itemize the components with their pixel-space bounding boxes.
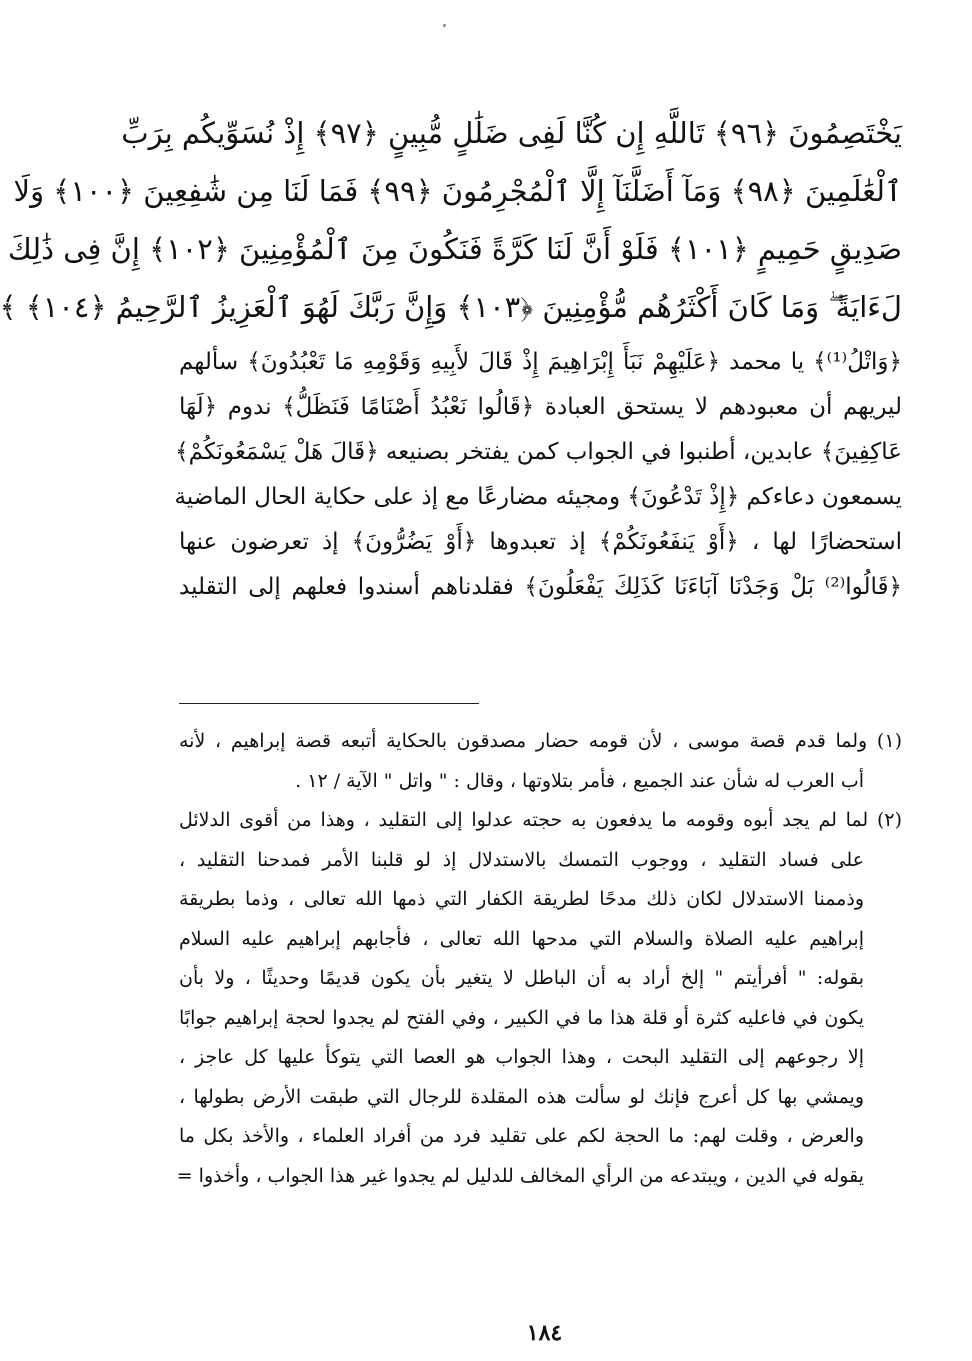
footnote-line: إلا رجوعهم إلى التقليد البحت ، وهذا الجواب هو العصا التي يتوكأ عليها كل عاجز ، (179, 1046, 864, 1068)
footnote-1 (179, 722, 902, 801)
page-number: ١٨٤ (526, 1320, 563, 1346)
footnote-divider (179, 703, 479, 704)
quran-verses (0, 104, 902, 336)
verse-line: صَدِيقٍ حَمِيمٍ ﴿١٠١﴾ فَلَوْ أَنَّ لَنَا كَرَّةً فَنَكُونَ مِنَ ٱلْمُؤْمِنِينَ ﴿١٠٢﴾ إِنَّ فِى ذَٰلِكَ (7, 232, 902, 266)
footnote-line: على فساد التقليد ، ووجوب التمسك بالاستدلال إذ لو قلبنا الأمر فمدحنا التقليد ، (179, 848, 864, 871)
tafsir-line: ﴿وَاتْلُ⁽¹⁾﴾ يا محمد ﴿عَلَيْهِمْ نَبَأَ إِبْرَاهِيمَ إِذْ قَالَ لأَبِيهِ وَقَوْمِهِ مَا تَعْبُدُونَ﴾ سألهم (179, 349, 902, 375)
tafsir-line: يسمعون دعاءكم ﴿إِذْ تَدْعُونَ﴾ ومجيئه مضارعًا مع إذ على حكاية الحال الماضية (174, 484, 902, 510)
footnote-line: (١) ولما قدم قصة موسى ، لأن قومه حضار مصدقون بالحكاية أتبعه قصة إبراهيم ، لأنه (179, 730, 902, 752)
scan-speck (443, 24, 446, 27)
footnote-line: يقوله في الدين ، ويبتدعه من الرأي المخالف للدليل لم يجدوا غير هذا الجواب ، وأخذوا = (176, 1164, 864, 1187)
footnotes (176, 722, 902, 1196)
footnote-line: بقوله: " أفرأيتم " إلخ أراد به أن الباطل لا يتغير بأن يكون قديمًا وحديثًا ، ولا بأن (179, 967, 864, 989)
footnote-2 (176, 801, 902, 1196)
footnote-line: (٢) لما لم يجد أبوه وقومه ما يدفعون به حجته عدلوا إلى التقليد ، وهذا من أقوى الدلائل (179, 809, 902, 831)
footnote-line: أب العرب له شأن عند الجميع ، فأمر بتلاوتها ، وقال : " واتل " الآية / ١٢ . (295, 769, 864, 792)
footnote-line: وذممنا الاستدلال لكان ذلك مدحًا لطريقة الكفار التي ذمها الله تعالى ، وذما بطريقة (179, 888, 864, 910)
footnote-line: إبراهيم عليه الصلاة والسلام التي مدحها الله تعالى ، فأجابهم إبراهيم عليه السلام (179, 927, 864, 950)
tafsir-line: عَاكِفِينَ﴾ عابدين، أطنبوا في الجواب كمن يفتخر بصنيعه ﴿قَالَ هَلْ يَسْمَعُونَكُمْ﴾ (175, 439, 902, 465)
verse-line: لَءَايَةً ۖ وَمَا كَانَ أَكْثَرُهُم مُّؤْمِنِينَ ﴿١٠٣﴾ وَإِنَّ رَبَّكَ لَهُوَ ٱلْعَزِيزُ ٱلرَّحِيمُ ﴿١٠٤﴾ ﴾ (0, 290, 902, 324)
tafsir-line: ﴿قَالُوا⁽²⁾ بَلْ وَجَدْنَا آبَاءَنَا كَذَلِكَ يَفْعَلُونَ﴾ فقلدناهم أسندوا فعلهم إلى التقليد (179, 574, 902, 600)
footnote-line: والعرض ، وقلت لهم: ما الحجة لكم على تقليد فرد من أفراد العلماء ، والأخذ بكل ما (179, 1125, 864, 1147)
footnote-line: يكون في فاعليه كثرة أو قلة هذا ما في الكبير ، وفي الفتح لم يجدوا لحجة إبراهيم جوابًا (179, 1006, 864, 1029)
tafsir-commentary (174, 340, 902, 610)
verse-line: ٱلْعَٰلَمِينَ ﴿٩٨﴾ وَمَآ أَضَلَّنَآ إِلَّا ٱلْمُجْرِمُونَ ﴿٩٩﴾ فَمَا لَنَا مِن شَٰفِعِينَ ﴿١٠٠﴾ وَلَا (13, 174, 902, 208)
tafsir-line: استحضارًا لها ، ﴿أَوْ يَنفَعُونَكُمْ﴾ إذ تعبدوها ﴿أَوْ يَضُرُّونَ﴾ إذ تعرضون عنها (179, 529, 902, 555)
tafsir-line: ليريهم أن معبودهم لا يستحق العبادة ﴿قَالُوا نَعْبُدُ أَصْنَامًا فَنَظَلُّ﴾ ندوم ﴿لَهَا (179, 394, 902, 420)
verse-line: يَخْتَصِمُونَ ﴿٩٦﴾ تَاللَّهِ إِن كُنَّا لَفِى ضَلَٰلٍ مُّبِينٍ ﴿٩٧﴾ إِذْ نُسَوِّيكُم بِرَبِّ (121, 116, 902, 150)
footnote-line: ويمشي بها كل أعرج فإنك لو سألت هذه المقلدة للرجال التي طبقت الأرض بطولها ، (179, 1085, 864, 1108)
